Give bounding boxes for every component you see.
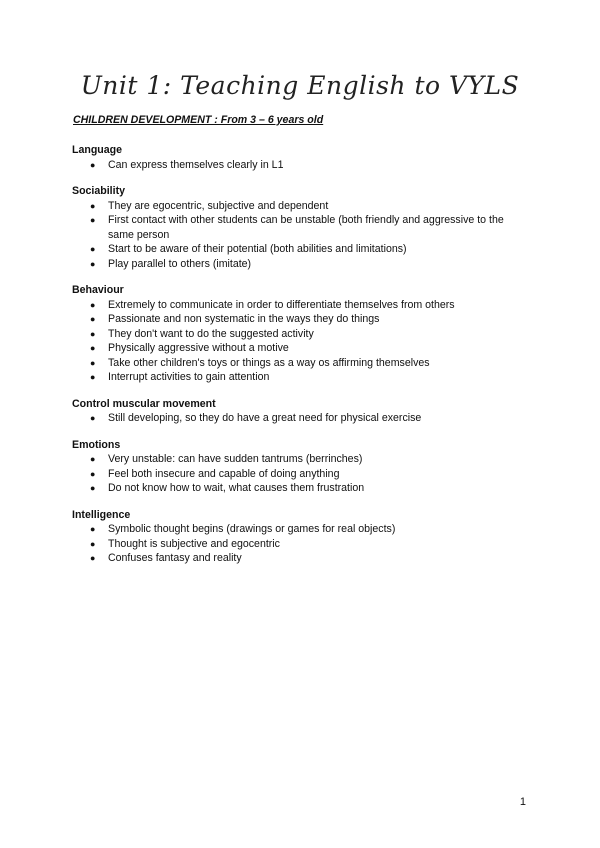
bullet-icon: ● [90, 468, 96, 479]
bullet-list [72, 411, 532, 426]
list-item-text: Physically aggressive without a motive [108, 342, 289, 354]
bullet-icon: ● [90, 328, 96, 339]
bullet-icon: ● [90, 483, 96, 493]
document-title: Unit 1: Teaching English to VYLS [80, 71, 520, 100]
bullet-icon: ● [90, 454, 96, 464]
list-item-text: Very unstable: can have sudden tantrums (berrinches) [108, 453, 363, 465]
list-item [72, 537, 532, 552]
bullet-icon: ● [90, 538, 96, 549]
list-item-text: Take other children's toys or things as a way os affirming themselves [108, 356, 430, 369]
section-heading: Behaviour [72, 284, 124, 296]
bullet-icon: ● [90, 524, 96, 534]
bullet-icon: ● [90, 553, 96, 563]
list-item-text: Do not know how to wait, what causes them frustration [108, 482, 365, 494]
bullet-icon: ● [90, 357, 96, 368]
section-heading: Sociability [72, 185, 125, 197]
list-item [72, 481, 532, 496]
section-language [72, 143, 532, 172]
list-item [72, 467, 532, 482]
section-heading: Intelligence [72, 508, 131, 521]
bullet-list [72, 452, 532, 496]
list-item [72, 327, 532, 342]
bullet-icon: ● [90, 244, 96, 254]
section-heading: Control muscular movement [72, 397, 216, 410]
list-item-text: Still developing, so they do have a great need for physical exercise [108, 412, 422, 424]
section-control-muscular-movement [72, 397, 532, 426]
list-item-text: They don't want to do the suggested activity [108, 327, 314, 340]
section-behaviour [72, 283, 532, 385]
list-item [72, 298, 532, 313]
list-item [72, 551, 532, 566]
bullet-list [72, 158, 532, 173]
list-item-text: First contact with other students can be unstable (both friendly and aggressive to the same person [108, 214, 504, 241]
list-item [72, 257, 532, 272]
list-item [72, 341, 532, 356]
list-item [72, 522, 532, 537]
bullet-list [72, 298, 532, 385]
list-item [72, 312, 532, 327]
section-sociability [72, 184, 532, 271]
bullet-icon: ● [90, 343, 96, 353]
bullet-icon: ● [90, 314, 96, 324]
page-number: 1 [519, 796, 526, 808]
list-item [72, 356, 532, 371]
bullet-list [72, 199, 532, 272]
section-heading: Emotions [72, 438, 121, 451]
list-item [72, 199, 532, 214]
bullet-icon: ● [90, 159, 96, 170]
bullet-icon: ● [90, 200, 96, 211]
document-body [72, 143, 532, 578]
section-intelligence [72, 508, 532, 566]
list-item [72, 411, 532, 426]
list-item [72, 452, 532, 467]
list-item-text: Symbolic thought begins (drawings or games for real objects) [108, 523, 396, 535]
list-item [72, 213, 532, 242]
bullet-icon: ● [90, 258, 96, 269]
section-emotions [72, 438, 532, 496]
list-item-text: Extremely to communicate in order to differentiate themselves from others [108, 298, 455, 311]
bullet-icon: ● [90, 215, 96, 225]
list-item-text: Interrupt activities to gain attention [108, 371, 270, 383]
list-item-text: Play parallel to others (imitate) [108, 257, 252, 270]
list-item [72, 370, 532, 385]
bullet-icon: ● [90, 372, 96, 382]
list-item-text: Thought is subjective and egocentric [108, 537, 280, 550]
list-item-text: Confuses fantasy and reality [108, 552, 242, 564]
list-item-text: They are egocentric, subjective and dependent [108, 199, 329, 212]
list-item-text: Can express themselves clearly in L1 [108, 158, 284, 171]
bullet-icon: ● [90, 299, 96, 310]
list-item-text: Start to be aware of their potential (both abilities and limitations) [108, 243, 407, 255]
section-heading: Language [72, 144, 123, 156]
list-item-text: Feel both insecure and capable of doing anything [108, 467, 340, 480]
bullet-icon: ● [90, 413, 96, 423]
document-subtitle: CHILDREN DEVELOPMENT : From 3 – 6 years old [73, 114, 324, 126]
list-item [72, 242, 532, 257]
bullet-list [72, 522, 532, 566]
list-item-text: Passionate and non systematic in the ways they do things [108, 313, 380, 325]
list-item [72, 158, 532, 173]
